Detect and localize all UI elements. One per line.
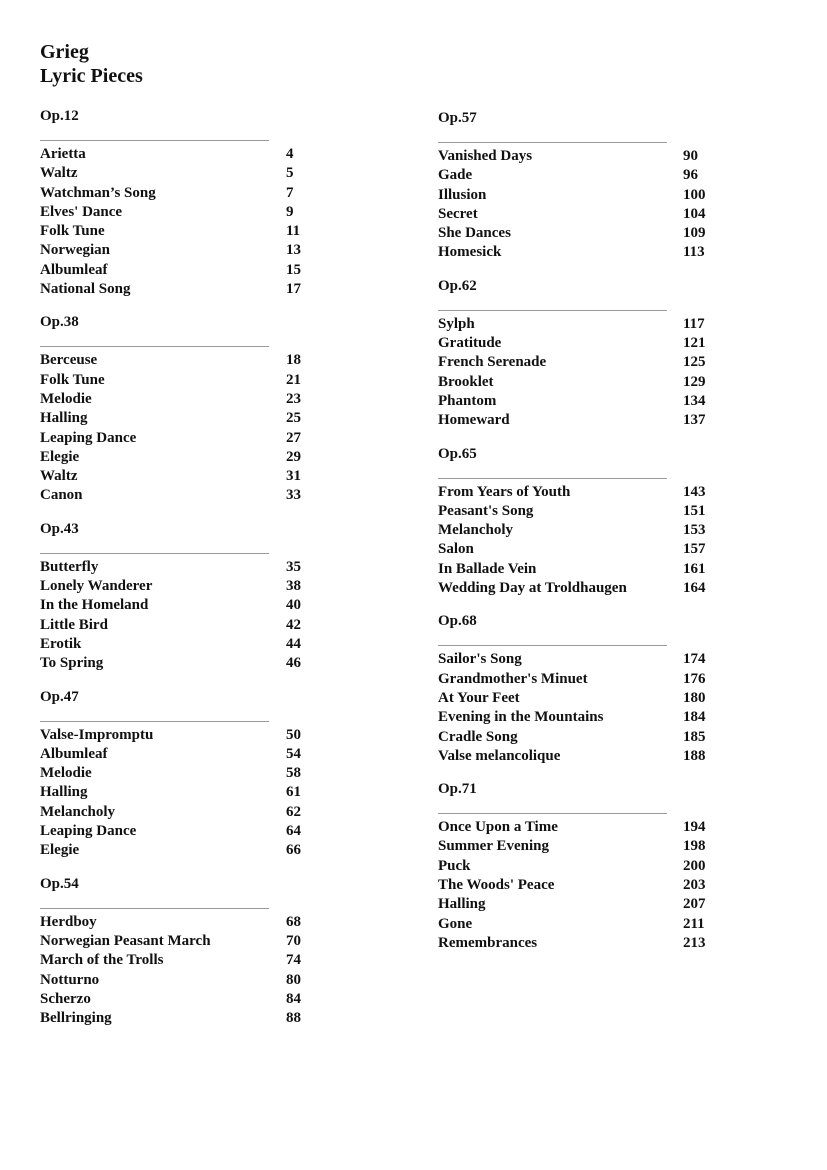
piece-title: Gone (438, 915, 473, 932)
toc-entry (40, 822, 326, 841)
toc-entry (40, 184, 326, 203)
page-number: 64 (286, 823, 301, 840)
section-divider (40, 553, 269, 554)
piece-title: Norwegian (40, 242, 110, 259)
toc-entry (40, 932, 326, 951)
toc-entry (40, 145, 326, 164)
page-number: 70 (286, 932, 301, 949)
toc-entry (438, 650, 723, 669)
page-number: 129 (683, 373, 706, 390)
toc-entry (40, 390, 326, 409)
page-number: 66 (286, 842, 301, 859)
toc-entry (40, 448, 326, 467)
piece-title: Elves' Dance (40, 203, 123, 220)
toc-entry (438, 689, 723, 708)
opus-section (438, 780, 723, 953)
piece-title: Elegie (40, 448, 80, 465)
page-number: 185 (683, 728, 706, 745)
toc-column-right (438, 109, 723, 967)
page-number: 203 (683, 877, 706, 894)
composer-name: Grieg (40, 41, 89, 63)
toc-entry (40, 654, 326, 673)
page-number: 117 (683, 315, 705, 332)
page-number: 125 (683, 354, 706, 371)
page-number: 40 (286, 597, 301, 614)
toc-entry (438, 895, 723, 914)
page-number: 50 (286, 726, 301, 743)
toc-entry (40, 429, 326, 448)
piece-title: Notturno (40, 971, 100, 988)
page-number: 68 (286, 913, 301, 930)
page-number: 84 (286, 990, 301, 1007)
page-number: 11 (286, 223, 301, 240)
page-number: 58 (286, 765, 301, 782)
page-number: 54 (286, 745, 301, 762)
page-number: 164 (683, 580, 706, 597)
piece-title: Little Bird (40, 616, 108, 633)
toc-entry (40, 203, 326, 222)
page-number: 104 (683, 205, 706, 222)
toc-entry (40, 409, 326, 428)
page-number: 143 (683, 483, 706, 500)
piece-title: In the Homeland (40, 597, 149, 614)
section-divider (40, 908, 269, 909)
piece-title: Phantom (438, 392, 497, 409)
page-number: 121 (683, 335, 706, 352)
toc-entry (438, 243, 723, 262)
page-number: 17 (286, 281, 301, 298)
opus-heading: Op.47 (40, 688, 79, 705)
piece-title: Wedding Day at Troldhaugen (438, 580, 627, 597)
piece-title: Valse-Impromptu (40, 726, 154, 743)
page-number: 134 (683, 392, 706, 409)
piece-title: Summer Evening (438, 838, 549, 855)
toc-entry (438, 186, 723, 205)
toc-entry (438, 166, 723, 185)
page-number: 153 (683, 522, 706, 539)
toc-entry (40, 726, 326, 745)
page-number: 80 (286, 971, 301, 988)
page-number: 161 (683, 560, 706, 577)
toc-entry (438, 334, 723, 353)
piece-title: Butterfly (40, 558, 99, 575)
toc-entry (40, 577, 326, 596)
toc-entry (40, 971, 326, 990)
piece-title: Norwegian Peasant March (40, 932, 211, 949)
page-number: 42 (286, 616, 301, 633)
page-number: 7 (286, 184, 294, 201)
toc-entry (40, 558, 326, 577)
piece-title: Berceuse (40, 352, 98, 369)
piece-title: Evening in the Mountains (438, 709, 604, 726)
page-number: 174 (683, 651, 706, 668)
toc-entry (438, 353, 723, 372)
toc-entry (40, 783, 326, 802)
section-divider (438, 478, 667, 479)
opus-section (40, 107, 326, 299)
page-number: 31 (286, 468, 301, 485)
opus-heading: Op.71 (438, 781, 477, 798)
piece-title: Leaping Dance (40, 429, 137, 446)
toc-entry (40, 841, 326, 860)
piece-title: Cradle Song (438, 728, 518, 745)
piece-title: She Dances (438, 225, 511, 242)
toc-entry (438, 411, 723, 430)
page-number: 88 (286, 1010, 301, 1027)
piece-title: Halling (40, 784, 88, 801)
page-number: 29 (286, 448, 301, 465)
piece-title: Canon (40, 487, 83, 504)
toc-entry (438, 521, 723, 540)
section-divider (40, 346, 269, 347)
page-number: 113 (683, 244, 705, 261)
page-number: 74 (286, 952, 301, 969)
opus-section (40, 520, 326, 674)
piece-title: Grandmother's Minuet (438, 670, 588, 687)
piece-title: Valse melancolique (438, 747, 561, 764)
toc-entry (438, 147, 723, 166)
page-number: 100 (683, 186, 706, 203)
page-number: 44 (286, 635, 301, 652)
piece-title: Peasant's Song (438, 502, 534, 519)
page-number: 25 (286, 410, 301, 427)
piece-title: Sailor's Song (438, 651, 522, 668)
toc-entry (438, 392, 723, 411)
toc-entry (40, 951, 326, 970)
piece-title: Once Upon a Time (438, 819, 558, 836)
page-number: 5 (286, 165, 294, 182)
toc-entry (438, 579, 723, 598)
piece-title: Leaping Dance (40, 823, 137, 840)
page-number: 213 (683, 934, 706, 951)
piece-title: Albumleaf (40, 261, 108, 278)
piece-title: Folk Tune (40, 223, 105, 240)
page-number: 33 (286, 487, 301, 504)
page-number: 4 (286, 146, 294, 162)
toc-entry (40, 803, 326, 822)
toc-entry (438, 934, 723, 953)
toc-entry (40, 990, 326, 1009)
piece-title: Waltz (40, 165, 78, 182)
opus-heading: Op.38 (40, 314, 79, 331)
piece-title: Halling (40, 410, 88, 427)
page-number: 18 (286, 352, 301, 369)
piece-title: Watchman’s Song (40, 184, 156, 201)
piece-title: Gratitude (438, 335, 502, 352)
page-number: 188 (683, 747, 706, 764)
opus-heading: Op.43 (40, 520, 79, 537)
toc-entry (40, 467, 326, 486)
opus-heading: Op.54 (40, 875, 79, 892)
piece-title: Homeward (438, 412, 510, 429)
piece-title: In Ballade Vein (438, 560, 537, 577)
toc-entry (438, 205, 723, 224)
piece-title: Elegie (40, 842, 80, 859)
page-number: 211 (683, 915, 705, 932)
toc-entry (40, 596, 326, 615)
toc-entry (438, 502, 723, 521)
piece-title: From Years of Youth (438, 483, 571, 500)
page-header (40, 40, 143, 88)
piece-title: Melancholy (438, 522, 513, 539)
toc-entry (438, 224, 723, 243)
toc-entry (40, 351, 326, 370)
toc-entry (40, 280, 326, 299)
toc-entry (438, 837, 723, 856)
toc-entry (438, 876, 723, 895)
opus-section (438, 445, 723, 599)
piece-title: The Woods' Peace (438, 877, 555, 894)
toc-entry (40, 913, 326, 932)
opus-heading: Op.62 (438, 277, 477, 294)
section-divider (438, 645, 667, 646)
opus-section (40, 875, 326, 1029)
page-number: 96 (683, 167, 698, 184)
section-divider (40, 721, 269, 722)
page-number: 61 (286, 784, 301, 801)
opus-section (438, 277, 723, 431)
page-number: 137 (683, 412, 706, 429)
page-number: 46 (286, 655, 301, 672)
toc-entry (40, 371, 326, 390)
toc-entry (40, 635, 326, 654)
piece-title: Puck (438, 857, 471, 874)
toc-entry (40, 222, 326, 241)
toc-entry (438, 818, 723, 837)
piece-title: Melodie (40, 765, 92, 782)
piece-title: March of the Trolls (40, 952, 164, 969)
piece-title: Folk Tune (40, 371, 105, 388)
piece-title: Lonely Wanderer (40, 578, 153, 595)
piece-title: Secret (438, 205, 478, 222)
piece-title: Bellringing (40, 1010, 112, 1027)
page-number: 90 (683, 148, 698, 164)
piece-title: Sylph (438, 315, 475, 332)
toc-entry (438, 857, 723, 876)
page-number: 151 (683, 502, 706, 519)
toc-entry (40, 164, 326, 183)
section-divider (438, 142, 667, 143)
toc-entry (40, 1009, 326, 1028)
toc-entry (438, 747, 723, 766)
toc-entry (40, 486, 326, 505)
toc-entry (40, 241, 326, 260)
collection-title: Lyric Pieces (40, 65, 143, 87)
page-number: 176 (683, 670, 706, 687)
page-number: 15 (286, 261, 301, 278)
opus-section (40, 688, 326, 861)
piece-title: Gade (438, 167, 473, 184)
page-number: 38 (286, 578, 301, 595)
toc-entry (40, 616, 326, 635)
toc-entry (438, 560, 723, 579)
opus-heading: Op.65 (438, 445, 477, 462)
page-number: 180 (683, 689, 706, 706)
piece-title: To Spring (40, 655, 104, 672)
page-number: 21 (286, 371, 301, 388)
page-number: 184 (683, 709, 706, 726)
piece-title: Remembrances (438, 934, 538, 951)
page-number: 198 (683, 838, 706, 855)
piece-title: Melodie (40, 390, 92, 407)
page-number: 27 (286, 429, 301, 446)
toc-entry (438, 483, 723, 502)
toc-column-left (40, 107, 326, 1042)
toc-entry (438, 540, 723, 559)
opus-section (40, 313, 326, 505)
piece-title: Homesick (438, 244, 502, 261)
piece-title: Brooklet (438, 373, 494, 390)
opus-heading: Op.57 (438, 110, 477, 126)
piece-title: Illusion (438, 186, 487, 203)
toc-entry (438, 728, 723, 747)
page-number: 194 (683, 819, 706, 836)
page-number: 23 (286, 390, 301, 407)
piece-title: Herdboy (40, 913, 97, 930)
toc-entry (438, 708, 723, 727)
piece-title: National Song (40, 281, 131, 298)
page-number: 109 (683, 225, 706, 242)
section-divider (438, 310, 667, 311)
toc-entry (438, 670, 723, 689)
piece-title: Melancholy (40, 803, 115, 820)
piece-title: French Serenade (438, 354, 547, 371)
page-number: 207 (683, 896, 706, 913)
piece-title: Waltz (40, 468, 78, 485)
section-divider (40, 140, 269, 141)
opus-heading: Op.12 (40, 108, 79, 124)
page-number: 35 (286, 558, 301, 575)
piece-title: Salon (438, 541, 474, 558)
page-number: 200 (683, 857, 706, 874)
section-divider (438, 813, 667, 814)
piece-title: Erotik (40, 635, 82, 652)
piece-title: Vanished Days (438, 148, 533, 164)
opus-section (438, 109, 723, 263)
toc-entry (438, 915, 723, 934)
page-number: 9 (286, 203, 294, 220)
toc-entry (40, 764, 326, 783)
page-number: 62 (286, 803, 301, 820)
toc-entry (438, 373, 723, 392)
piece-title: At Your Feet (438, 689, 520, 706)
toc-entry (40, 745, 326, 764)
page-number: 13 (286, 242, 301, 259)
toc-entry (40, 261, 326, 280)
piece-title: Albumleaf (40, 745, 108, 762)
piece-title: Scherzo (40, 990, 91, 1007)
page-number: 157 (683, 541, 706, 558)
opus-section (438, 612, 723, 766)
toc-entry (438, 315, 723, 334)
opus-heading: Op.68 (438, 613, 477, 630)
piece-title: Arietta (40, 146, 86, 162)
piece-title: Halling (438, 896, 486, 913)
